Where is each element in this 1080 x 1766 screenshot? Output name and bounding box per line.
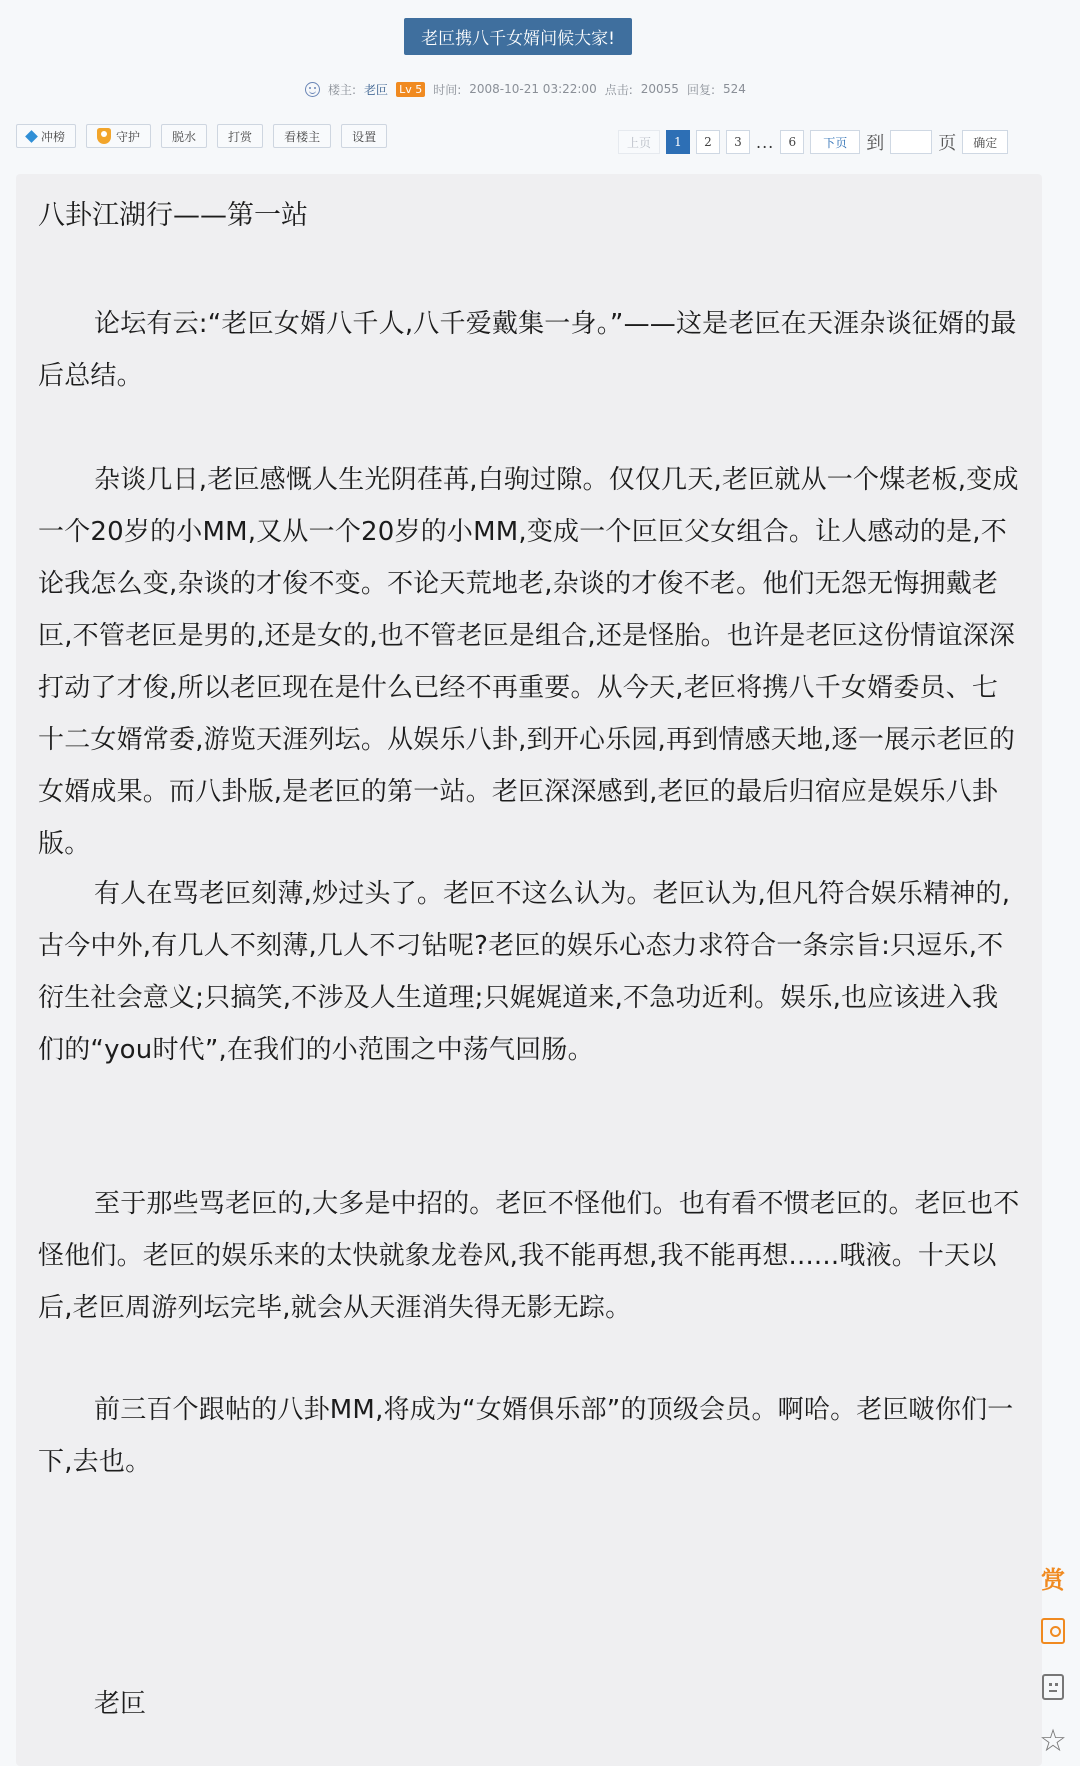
click-count: 20055 bbox=[640, 82, 679, 96]
thread-meta bbox=[305, 78, 746, 100]
post-title: 八卦江湖行——第一站 bbox=[38, 200, 308, 231]
settings-button[interactable]: 设置 bbox=[341, 124, 387, 148]
thread-title: 老叵携八千女婿问候大家! bbox=[404, 18, 632, 55]
photo-side-button[interactable] bbox=[1036, 1614, 1070, 1648]
page-3-button[interactable]: 3 bbox=[726, 130, 750, 154]
paragraph-1: 论坛有云:“老叵女婿八千人,八千爱戴集一身。”——这是老叵在天涯杂谈征婿的最后总结。 bbox=[38, 309, 1017, 391]
author-link[interactable]: 老叵 bbox=[364, 82, 389, 97]
post-signature: 老叵 bbox=[94, 1689, 147, 1719]
rank-button-label: 冲榜 bbox=[41, 129, 66, 144]
star-icon: ☆ bbox=[1039, 1723, 1067, 1759]
page-2-button[interactable]: 2 bbox=[696, 130, 720, 154]
rank-button[interactable] bbox=[16, 124, 76, 148]
paragraph-3: 有人在骂老叵刻薄,炒过头了。老叵不这么认为。老叵认为,但凡符合娱乐精神的,古今中外,有几人不刻薄,几人不刁钻呢?老叵的娱乐心态力求符合一条宗旨:只逗乐,不衍生社会意义;只搞笑,不涉及人生道理;只娓娓道来,不急功近利。娱乐,也应该进入我们的“you时代”,在我们的小范围之中荡气回肠。 bbox=[38, 879, 1011, 1065]
diamond-icon bbox=[25, 130, 38, 143]
page-1-button[interactable]: 1 bbox=[666, 130, 690, 154]
smiley-icon bbox=[305, 82, 320, 97]
robot-side-button[interactable] bbox=[1036, 1670, 1070, 1704]
paragraph-5: 前三百个跟帖的八卦MM,将成为“女婿俱乐部”的顶级会员。啊哈。老叵啵你们一下,去也。 bbox=[38, 1395, 1014, 1477]
page-jump-input[interactable] bbox=[890, 130, 932, 154]
paragraph-2: 杂谈几日,老叵感慨人生光阴荏苒,白驹过隙。仅仅几天,老叵就从一个煤老板,变成一个20岁的小MM,又从一个20岁的小MM,变成一个叵叵父女组合。让人感动的是,不论我怎么变,杂谈的才俊不变。不论天荒地老,杂谈的才俊不老。他们无怨无悔拥戴老叵,不管老叵是男的,还是女的,也不管老叵是组合,还是怪胎。也许是老叵这份情谊深深打动了才俊,所以老叵现在是什么已经不再重要。从今天,老叵将携八千女婿委员、七十二女婿常委,游览天涯列坛。从娱乐八卦,到开心乐园,再到情感天地,逐一展示老叵的女婿成果。而八卦版,是老叵的第一站。老叵深深感到,老叵的最后归宿应是娱乐八卦版。 bbox=[38, 465, 1019, 859]
thread-toolbar bbox=[16, 124, 387, 150]
clicks-label: 点击: bbox=[604, 82, 633, 97]
host-label: 楼主: bbox=[328, 82, 357, 97]
reward-side-button[interactable]: 赏 bbox=[1041, 1565, 1065, 1594]
post-body bbox=[16, 174, 1042, 1766]
reply-count: 524 bbox=[722, 82, 746, 96]
next-page-button[interactable]: 下页 bbox=[810, 130, 860, 154]
photo-icon bbox=[1041, 1618, 1065, 1644]
guard-button[interactable] bbox=[86, 124, 151, 148]
page-6-button[interactable]: 6 bbox=[780, 130, 804, 154]
dehydrate-button[interactable]: 脱水 bbox=[161, 124, 207, 148]
paragraph-4: 至于那些骂老叵的,大多是中招的。老叵不怪他们。也有看不惯老叵的。老叵也不怪他们。老叵的娱乐来的太快就象龙卷风,我不能再想,我不能再想......哦液。十天以后,老叵周游列坛完毕,就会从天涯消失得无影无踪。 bbox=[38, 1189, 1020, 1323]
author-only-button[interactable]: 看楼主 bbox=[273, 124, 331, 148]
post-time: 2008-10-21 03:22:00 bbox=[469, 82, 597, 96]
page-ellipsis: ... bbox=[756, 132, 775, 152]
guard-button-label: 守护 bbox=[116, 129, 141, 144]
level-badge: Lv 5 bbox=[396, 82, 425, 97]
prev-page-button[interactable]: 上页 bbox=[618, 130, 660, 154]
replies-label: 回复: bbox=[686, 82, 715, 97]
pagination bbox=[618, 129, 1008, 155]
goto-suffix: 页 bbox=[938, 133, 957, 154]
page-jump-confirm-button[interactable]: 确定 bbox=[962, 130, 1008, 154]
shield-icon bbox=[97, 128, 111, 144]
time-label: 时间: bbox=[433, 82, 462, 97]
favorite-side-button[interactable] bbox=[1036, 1724, 1070, 1758]
goto-prefix: 到 bbox=[866, 133, 885, 154]
reward-button[interactable]: 打赏 bbox=[217, 124, 263, 148]
robot-icon bbox=[1042, 1674, 1064, 1700]
